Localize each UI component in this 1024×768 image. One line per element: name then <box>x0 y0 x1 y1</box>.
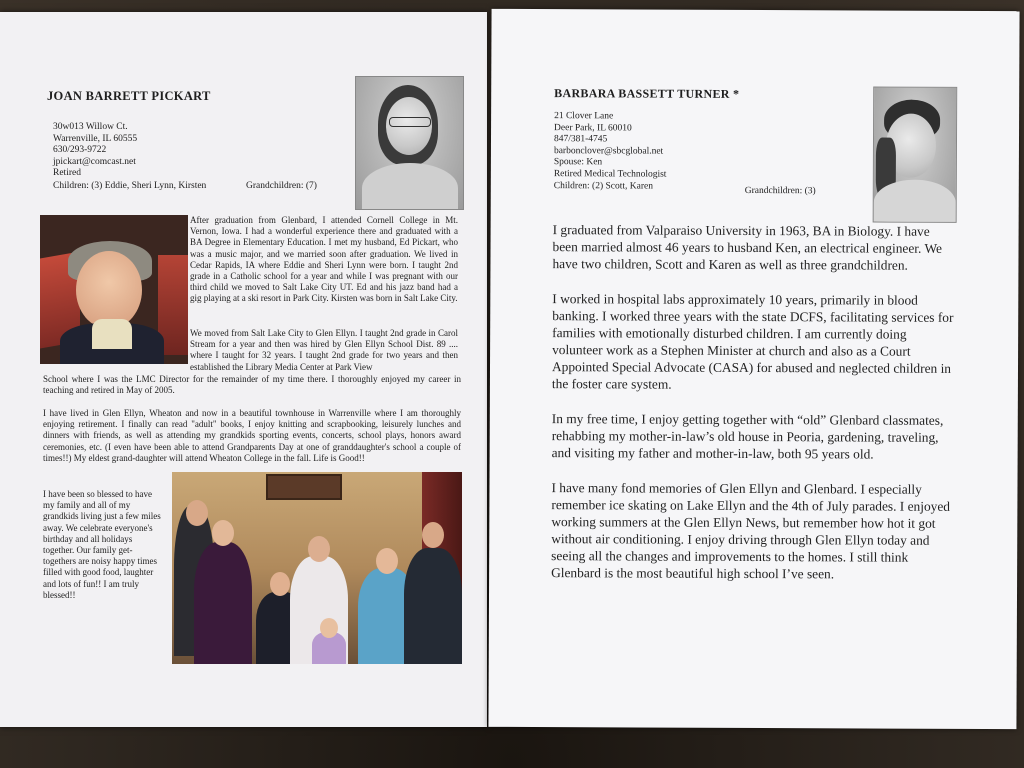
portrait-photo <box>40 215 188 364</box>
right-grandchildren: Grandchildren: (3) <box>744 185 816 197</box>
right-page <box>488 9 1019 729</box>
occupation-line: Retired Medical Technologist <box>553 168 667 180</box>
right-paragraph: I worked in hospital labs approximately 10 years, primarily in blood banking. I worked three years with the state DCFS, facilitating services for families with emotionally disturbed children. I am currently doing volunteer work as a Stephen Minister at church and also as a Court Appointed Special Advocate (CASA) for abused and neglected children in the foster care system. <box>551 291 954 392</box>
phone-line: 630/293-9722 <box>53 145 107 155</box>
left-paragraph-2a: We moved from Salt Lake City to Glen Ellyn. I taught 2nd grade in Carol Stream for a year and then was hired by Glen Ellyn School Dist. 89 .... where I taught for 32 years. I taught 2nd grade for two years and then established the Library Media Center at Park View <box>190 328 458 372</box>
address-line: Warrenville, IL 60555 <box>53 133 138 144</box>
address-line: Deer Park, IL 60010 <box>554 122 632 133</box>
yearbook-photo <box>355 76 464 210</box>
left-paragraph-4: I have been so blessed to have my family and all of my grandkids living just a few miles away. We celebrate everyone's birthday and all holidays together. Our family get-togethers are noisy happy times filled with good food, laughter and lots of fun!! I am truly blessed!! <box>43 489 161 600</box>
email-line: barbonclover@sbcglobal.net <box>553 145 664 157</box>
address-line: 30w013 Willow Ct. <box>53 122 128 132</box>
right-body-text <box>551 221 957 601</box>
left-page <box>0 12 487 727</box>
left-paragraph-2b: School where I was the LMC Director for the remainder of my time there. I thoroughly enjoyed my career in teaching and retired in May of 2005. <box>43 374 461 396</box>
right-paragraph: In my free time, I enjoy getting together with “old” Glenbard classmates, rehabbing my mother-in-law’s old house in Peoria, gardening, traveling, and visiting my father and mother-in-law, both 95 years old. <box>551 411 944 462</box>
left-page-name: JOAN BARRETT PICKART <box>47 89 211 103</box>
phone-line: 847/381-4745 <box>553 134 608 145</box>
right-page-name: BARBARA BASSETT TURNER * <box>554 86 740 101</box>
email-line: jpickart@comcast.net <box>53 156 136 167</box>
yearbook-photo <box>873 87 958 223</box>
right-children: Children: (2) Scott, Karen <box>553 181 654 192</box>
left-grandchildren: Grandchildren: (7) <box>246 181 317 191</box>
left-children: Children: (3) Eddie, Sheri Lynn, Kirsten <box>53 181 207 191</box>
right-paragraph: I have many fond memories of Glen Ellyn and Glenbard. I especially remember ice skating on Lake Ellyn and the 4th of July parades. I enjoyed working summers at the Glen Ellyn News, but remember how hot it got without air conditioning. I enjoy driving through Glen Ellyn today and seeing all the changes and improvements to the homes. I still think Glenbard is the most beautiful high school I’ve seen. <box>551 480 951 582</box>
left-paragraph-3: I have lived in Glen Ellyn, Wheaton and now in a beautiful townhouse in Warrenville where I am thoroughly enjoying retirement. I finally can read "adult" books, I enjoy knitting and scrapbooking, leisurely lunches and dinners with friends, as well as attending my grandkids sporting events, concerts, school plays, honors award ceremonies, etc. (I even have been able to attend Grandparents Day at one of granddaughter's school a couple of times!!) My eldest grand-daughter will attend Wheaton College in the fall. Life is Good!! <box>43 408 461 463</box>
left-paragraph-1: After graduation from Glenbard, I attended Cornell College in Mt. Vernon, Iowa. I had a wonderful experience there and graduated with a BA Degree in Elementary Education. I met my husband, Ed Pickart, who was a music major, and we married soon after graduation. We lived in Cedar Rapids, IA where Eddie and Sheri Lynn were born. I taught 2nd grade in a Catholic school for a year and while I was pregnant with our third child we moved to Salt Lake City UT. Ed and his jazz band had a gig playing at a ski resort in Park City. Kirsten was born in Salt Lake City. <box>190 215 458 304</box>
family-photo <box>172 472 462 664</box>
right-page-address <box>554 111 667 180</box>
status-line: Retired <box>53 168 81 178</box>
left-page-address <box>53 122 137 180</box>
right-paragraph: I graduated from Valparaiso University in 1963, BA in Biology. I have been married almost 46 years to husband Ken, an electrical engineer. We have two children, Scott and Karen as well as three grandchildren. <box>552 222 943 273</box>
address-line: 21 Clover Lane <box>554 111 614 122</box>
spouse-line: Spouse: Ken <box>553 157 603 168</box>
